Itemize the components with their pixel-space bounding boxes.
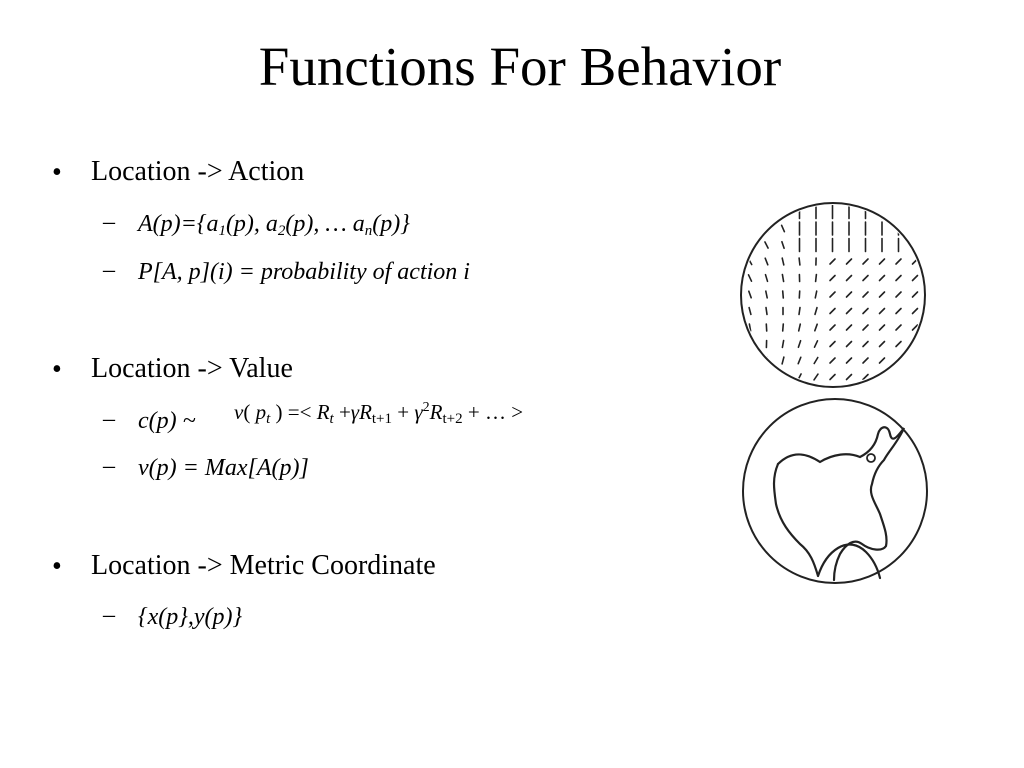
field-arrow: [799, 258, 800, 265]
field-arrow: [748, 226, 752, 231]
trajectory-circle: [738, 394, 932, 588]
bullet-location-action: Location -> Action: [91, 156, 305, 187]
action-set-formula: $A(p)=\{a_1(p)$, $a_2(p)$, … $a_n(p)$}: [138, 211, 410, 239]
bullet-location-value: Location -> Value: [91, 353, 293, 384]
field-arrow: [782, 374, 784, 381]
field-arrow: [783, 291, 784, 298]
field-arrow: [748, 242, 752, 248]
field-arrow: [816, 275, 817, 282]
value-max-formula: v(p) = Max[A(p)]: [138, 455, 309, 481]
field-arrow: [766, 308, 767, 315]
bullet-dot: •: [52, 157, 62, 188]
field-arrow: [764, 209, 768, 215]
cost-approx-label: c(p) ~: [138, 408, 196, 434]
bullet-dot: •: [52, 354, 62, 385]
sub-dash: –: [103, 257, 115, 283]
action-probability-formula: P[A, p](i) = probability of action i: [138, 259, 470, 285]
field-arrow: [799, 308, 800, 315]
field-arrow: [896, 375, 901, 380]
value-equation: v( $p_t$ ) =< $R_t +\gamma R_{t+1} + \gamma^2R_{t+2}$ + … >: [234, 400, 524, 427]
sub-dash: –: [103, 406, 115, 432]
vector-field-circle: [736, 198, 930, 392]
field-arrow: [766, 374, 767, 381]
bullet-dot: •: [52, 551, 62, 582]
field-arrow: [748, 210, 753, 215]
field-arrow: [750, 341, 751, 348]
field-arrow: [913, 358, 918, 363]
sub-dash: –: [103, 602, 115, 628]
sub-dash: –: [103, 453, 115, 479]
slide-title: Functions For Behavior: [258, 36, 782, 97]
start-point-marker: [867, 454, 875, 462]
field-arrow: [781, 209, 784, 215]
field-arrow: [913, 375, 918, 380]
bullet-location-metric: Location -> Metric Coordinate: [91, 550, 436, 581]
sub-dash: –: [103, 209, 115, 235]
field-arrow: [783, 324, 784, 331]
metric-coordinate-formula: {x(p},y(p)}: [138, 604, 243, 630]
field-arrow: [880, 375, 885, 380]
field-arrow: [913, 342, 918, 347]
